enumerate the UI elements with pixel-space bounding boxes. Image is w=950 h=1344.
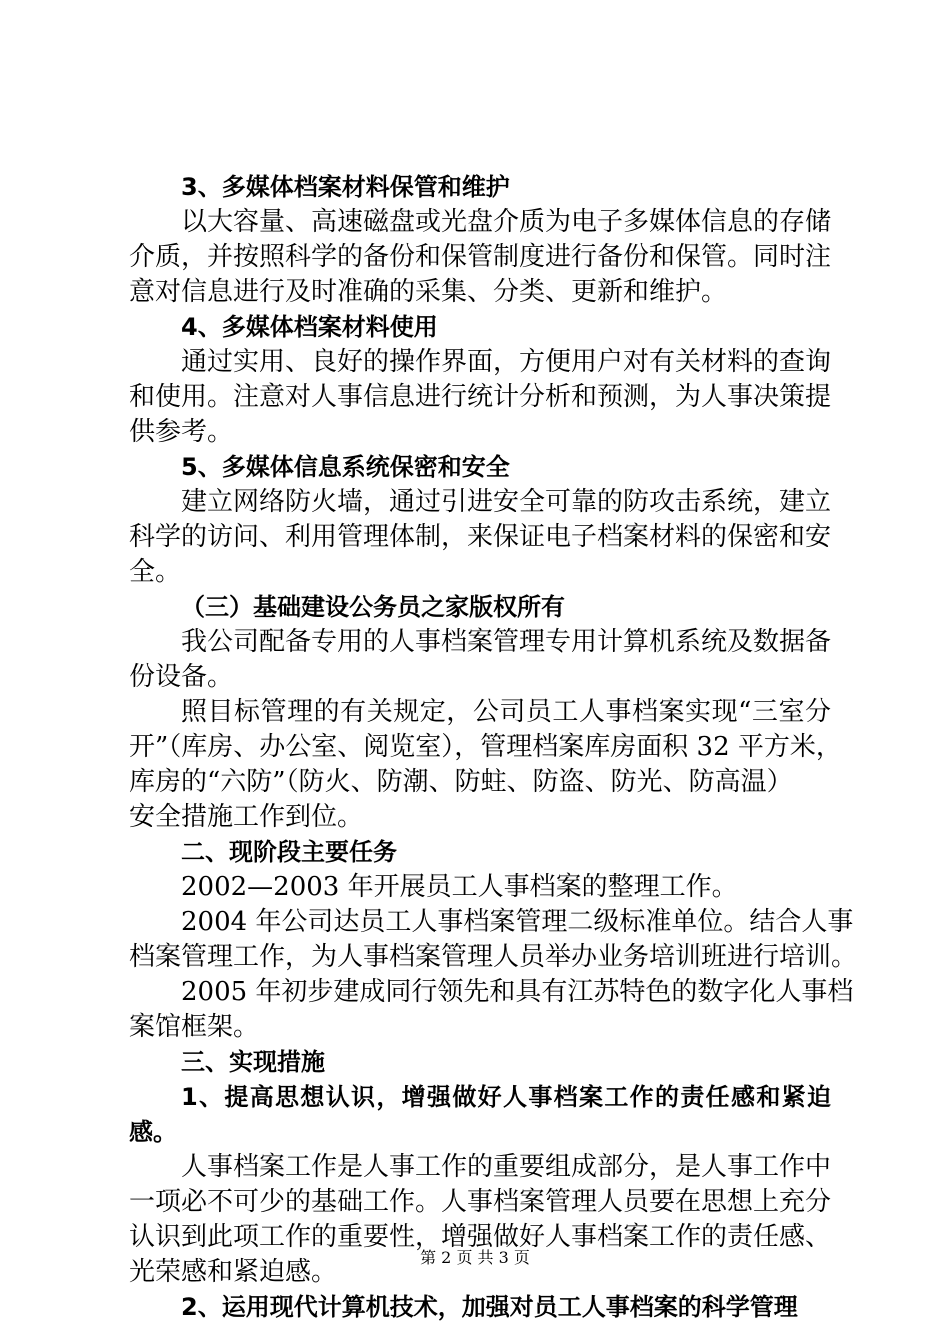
paragraph-line: 通过实用、良好的操作界面，方便用户对有关材料的查询 xyxy=(181,347,832,377)
paragraph-line: 供参考。 xyxy=(129,417,234,447)
paragraph-line: 光荣感和紧迫感。 xyxy=(129,1257,338,1287)
section-heading: 三、实现措施 xyxy=(181,1048,325,1076)
section-heading: 2、运用现代计算机技术，加强对员工人事档案的科学管理 xyxy=(181,1293,798,1321)
paragraph-line: 以大容量、高速磁盘或光盘介质为电子多媒体信息的存储 xyxy=(181,207,832,237)
section-heading: 4、多媒体档案材料使用 xyxy=(181,313,438,341)
paragraph-line: 我公司配备专用的人事档案管理专用计算机系统及数据备 xyxy=(181,627,832,657)
paragraph-line: 人事档案工作是人事工作的重要组成部分，是人事工作中 xyxy=(181,1152,832,1182)
section-heading: 1、提高思想认识，增强做好人事档案工作的责任感和紧迫 xyxy=(181,1083,831,1111)
paragraph-line: 和使用。注意对人事信息进行统计分析和预测，为人事决策提 xyxy=(129,382,832,412)
paragraph-line: 2004 年公司达员工人事档案管理二级标准单位。结合人事 xyxy=(181,907,854,937)
paragraph-line: 档案管理工作，为人事档案管理人员举办业务培训班进行培训。 xyxy=(129,942,858,972)
section-heading: 5、多媒体信息系统保密和安全 xyxy=(181,453,510,481)
paragraph-line: 库房的“六防”（防火、防潮、防蛀、防盗、防光、防高温） xyxy=(129,767,793,797)
section-heading: 感。 xyxy=(129,1118,177,1146)
paragraph-line: 案馆框架。 xyxy=(129,1012,260,1042)
document-body xyxy=(129,170,858,1325)
paragraph-line: 照目标管理的有关规定，公司员工人事档案实现“三室分 xyxy=(181,697,831,727)
paragraph-line: 一项必不可少的基础工作。人事档案管理人员要在思想上充分 xyxy=(129,1187,832,1217)
paragraph-line: 意对信息进行及时准确的采集、分类、更新和维护。 xyxy=(129,277,728,307)
paragraph-line: 开”（库房、办公室、阅览室），管理档案库房面积 32 平方米， xyxy=(129,732,842,762)
page-footer: 第 2 页 共 3 页 xyxy=(420,1248,530,1267)
paragraph-line: 份设备。 xyxy=(129,662,234,692)
paragraph-line: 2005 年初步建成同行领先和具有江苏特色的数字化人事档 xyxy=(181,977,854,1007)
paragraph-line: 2002—2003 年开展员工人事档案的整理工作。 xyxy=(181,872,738,902)
paragraph-line: 全。 xyxy=(129,557,182,587)
paragraph-line: 科学的访问、利用管理体制，来保证电子档案材料的保密和安 xyxy=(129,522,832,552)
paragraph-line: 安全措施工作到位。 xyxy=(129,802,364,832)
paragraph-line: 认识到此项工作的重要性，增强做好人事档案工作的责任感、 xyxy=(129,1222,832,1252)
paragraph-line: 介质，并按照科学的备份和保管制度进行备份和保管。同时注 xyxy=(129,242,832,272)
section-heading: 二、现阶段主要任务 xyxy=(181,838,397,866)
section-heading: （三）基础建设公务员之家版权所有 xyxy=(181,593,565,621)
section-heading: 3、多媒体档案材料保管和维护 xyxy=(181,173,510,201)
paragraph-line: 建立网络防火墙，通过引进安全可靠的防攻击系统，建立 xyxy=(181,487,832,517)
